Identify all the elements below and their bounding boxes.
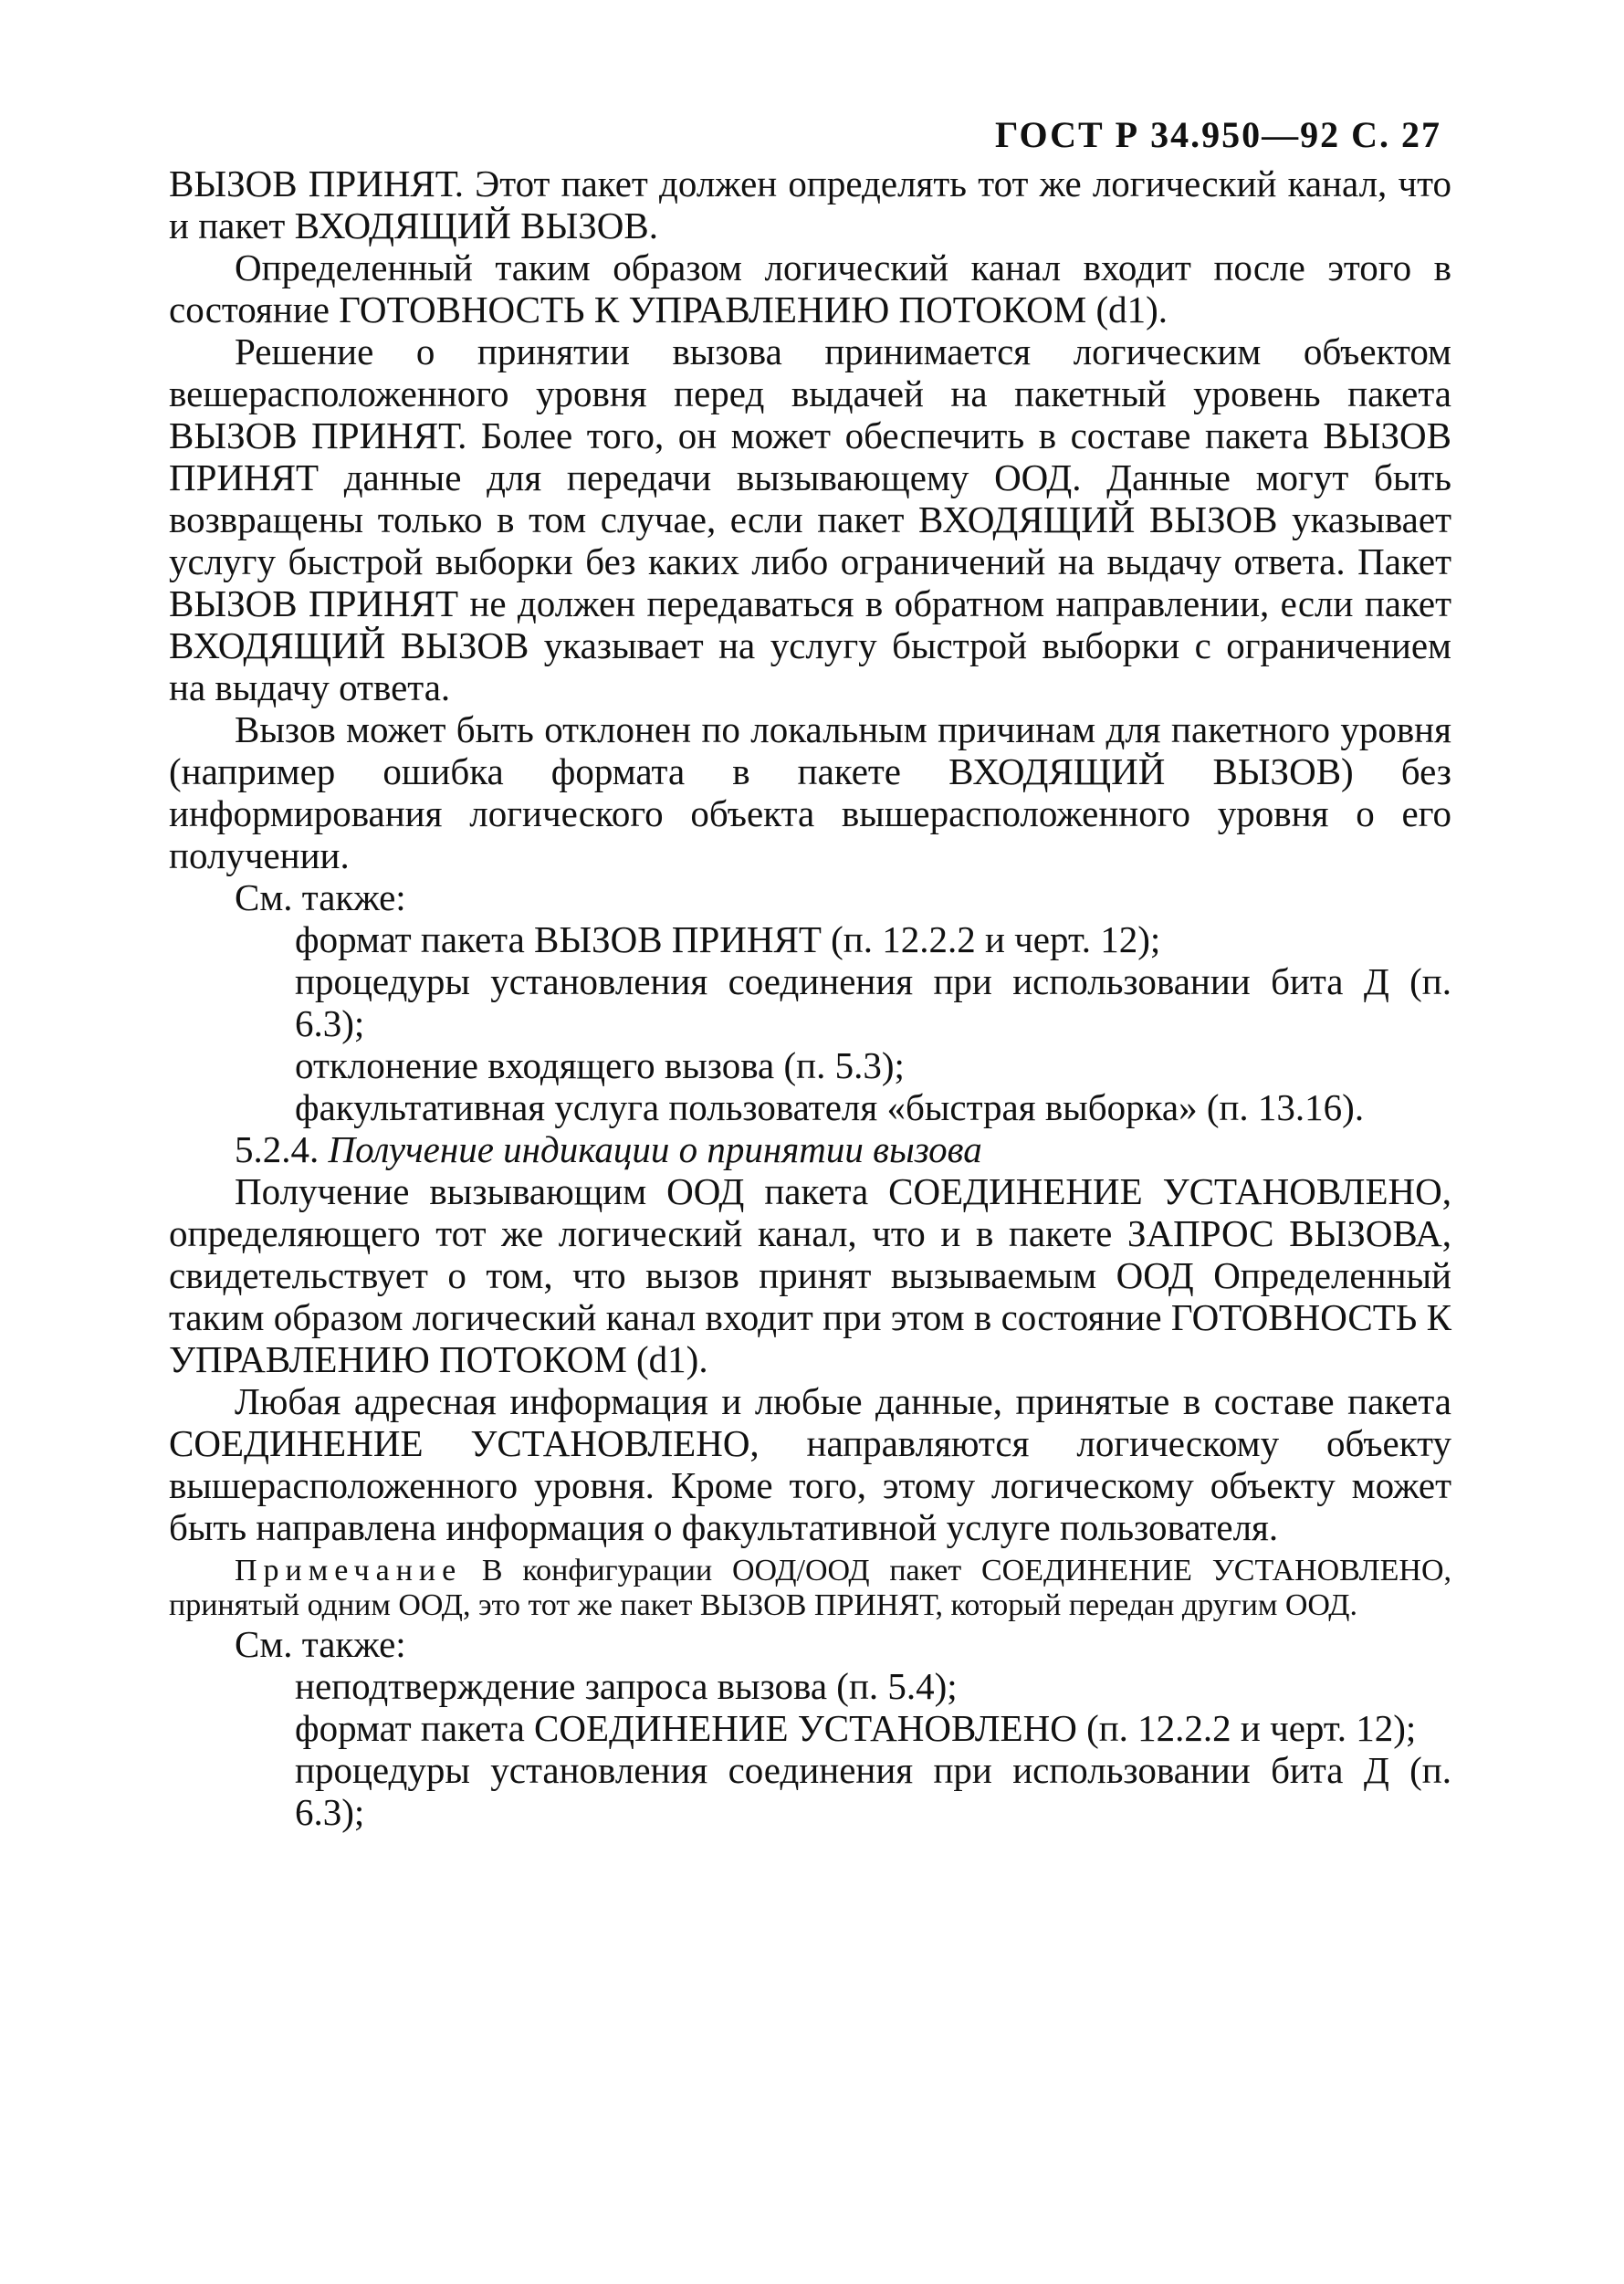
- see-also-item: формат пакета СОЕДИНЕНИЕ УСТАНОВЛЕНО (п. 12.2.2 и черт. 12);: [295, 1707, 1417, 1749]
- paragraph: Получение вызывающим ООД пакета СОЕДИНЕНИЕ УСТАНОВЛЕНО, определяющего тот же логический канал, что и в пакете ЗАПРОС ВЫЗОВА, свидетельствует о том, что вызов принят вызываемым ООД Определенный таким образом логический канал входит при этом в состояние ГОТОВНОСТЬ К УПРАВЛЕНИЮ ПОТОКОМ (d1).: [169, 1170, 1451, 1380]
- section-number: 5.2.4.: [235, 1128, 320, 1170]
- see-also-item: процедуры установления соединения при использовании бита Д (п. 6.3);: [295, 1749, 1451, 1833]
- page-header: ГОСТ Р 34.950—92 С. 27: [995, 114, 1441, 155]
- see-also-item: факультативная услуга пользователя «быстрая выборка» (п. 13.16).: [295, 1086, 1365, 1128]
- paragraph: Вызов может быть отклонен по локальным причинам для пакетного уровня (например ошибка формата в пакете ВХОДЯЩИЙ ВЫЗОВ) без информирования логического объекта вышерасположенного уровня о его получении.: [169, 708, 1451, 876]
- note-text: В конфигурации ООД/ООД пакет СОЕДИНЕНИЕ УСТАНОВЛЕНО, принятый одним ООД, это тот же пакет ВЫЗОВ ПРИНЯТ, который передан другим ООД.: [169, 1554, 1451, 1622]
- note: [169, 1554, 1451, 1623]
- section-heading: [169, 1128, 1451, 1170]
- paragraph: Решение о принятии вызова принимается логическим объектом вешерасположенного уровня перед выдачей на пакетный уровень пакета ВЫЗОВ ПРИНЯТ. Более того, он может обеспечить в составе пакета ВЫЗОВ ПРИНЯТ данные для передачи вызывающему ООД. Данные могут быть возвращены только в том случае, если пакет ВХОДЯЩИЙ ВЫЗОВ указывает услугу быстрой выборки без каких либо ограничений на выдачу ответа. Пакет ВЫЗОВ ПРИНЯТ не должен передаваться в обратном направлении, если пакет ВХОДЯЩИЙ ВЫЗОВ указывает на услугу быстрой выборки с ограничением на выдачу ответа.: [169, 330, 1451, 708]
- see-also-item: формат пакета ВЫЗОВ ПРИНЯТ (п. 12.2.2 и черт. 12);: [295, 918, 1161, 960]
- paragraph: Любая адресная информация и любые данные, принятые в составе пакета СОЕДИНЕНИЕ УСТАНОВЛЕНО, направляются логическому объекту вышерасположенного уровня. Кроме того, этому логическому объекту может быть направлена информация о факультативной услуге пользователя.: [169, 1380, 1451, 1548]
- see-also-item: неподтверждение запроса вызова (п. 5.4);: [295, 1665, 958, 1707]
- see-also-item: процедуры установления соединения при использовании бита Д (п. 6.3);: [295, 960, 1451, 1044]
- note-label: Примечание: [235, 1554, 463, 1587]
- see-also-item: отклонение входящего вызова (п. 5.3);: [295, 1044, 905, 1086]
- paragraph: Определенный таким образом логический канал входит после этого в состояние ГОТОВНОСТЬ К УПРАВЛЕНИЮ ПОТОКОМ (d1).: [169, 246, 1451, 330]
- see-also-label: См. также:: [235, 876, 406, 918]
- paragraph: ВЫЗОВ ПРИНЯТ. Этот пакет должен определять тот же логический канал, что и пакет ВХОДЯЩИЙ ВЫЗОВ.: [169, 162, 1451, 246]
- document-body: [169, 162, 1451, 1833]
- section-title: Получение индикации о принятии вызова: [328, 1128, 982, 1170]
- see-also-label: См. также:: [235, 1623, 406, 1665]
